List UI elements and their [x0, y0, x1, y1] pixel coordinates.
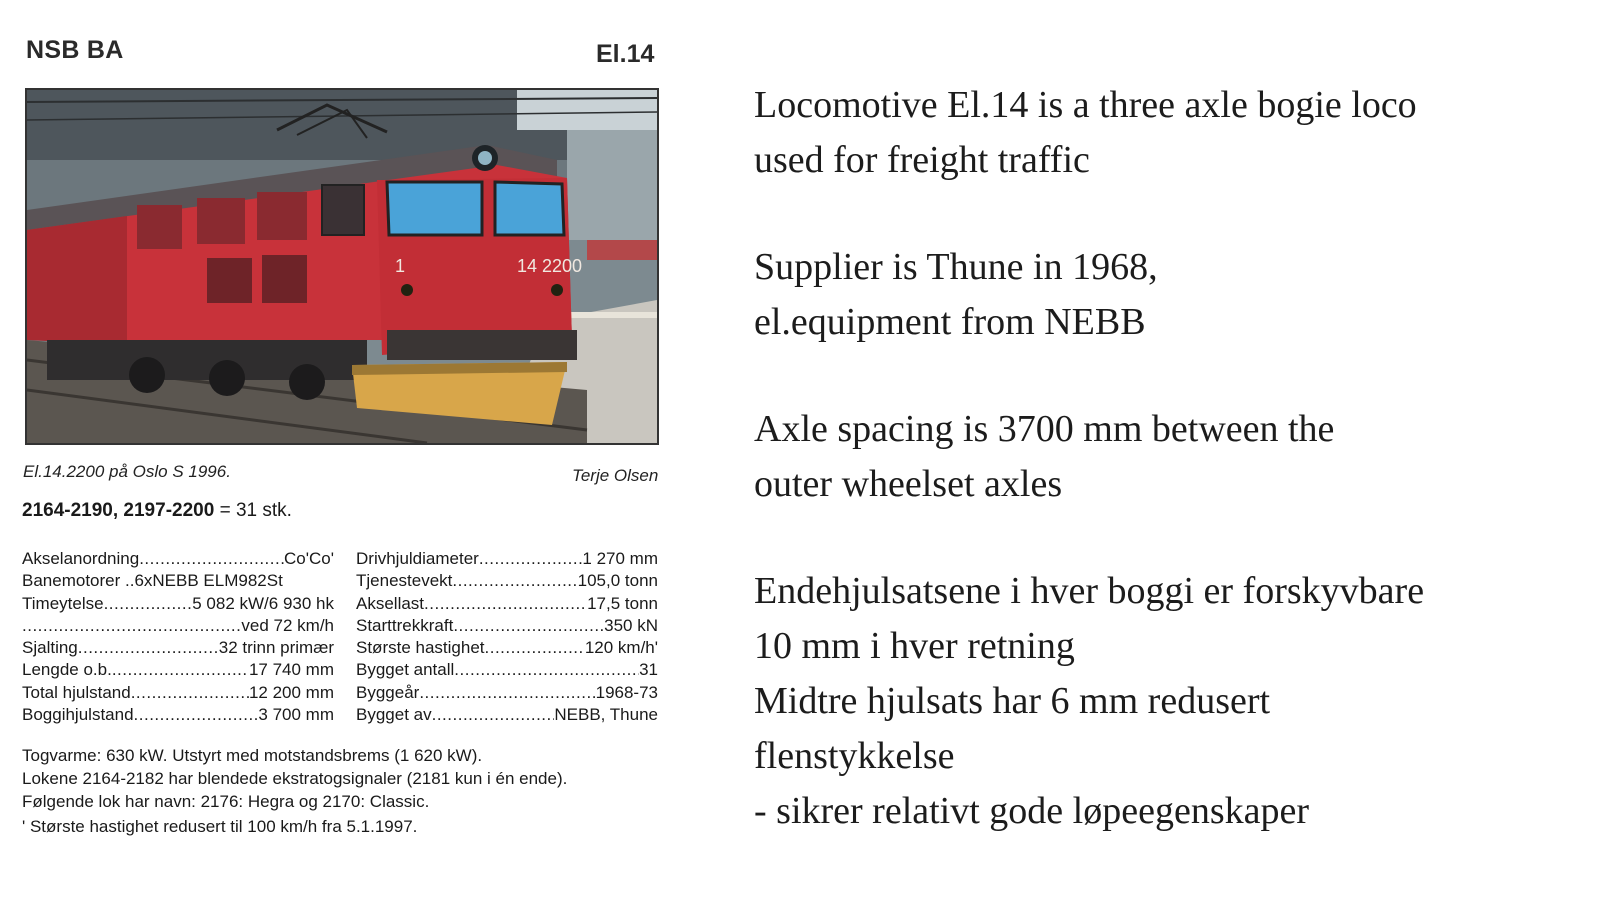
spec-key: Akselanordning [22, 549, 140, 568]
spec-value: 1 270 mm [582, 549, 658, 568]
cab-number-plate: 1 [395, 256, 406, 276]
description-line: flenstykkelse [754, 735, 955, 777]
locomotive-number-plate: 14 2200 [517, 256, 583, 276]
spec-key: Boggihjulstand [22, 705, 134, 725]
card-notes [22, 744, 567, 813]
description-paragraph [754, 402, 1584, 512]
spec-value: 17,5 tonn [587, 593, 658, 613]
spec-value: 12 200 mm [248, 682, 334, 702]
note-line: Togvarme: 630 kW. Utstyrt med motstandsbrems (1 620 kW). [22, 746, 483, 765]
description-paragraph [754, 564, 1584, 839]
spec-row [22, 615, 334, 637]
spec-key: Byggeår [356, 682, 420, 702]
spec-key: Største hastighet [356, 638, 485, 658]
description-line: Axle spacing is 3700 mm between the [754, 408, 1335, 450]
spec-value: 5 082 kW/6 930 hk [192, 593, 334, 613]
spec-value: ved 72 km/h [241, 615, 334, 635]
spec-key: Lengde o.b. [22, 660, 112, 680]
fleet-numbers [22, 500, 292, 522]
note-line: Følgende lok har navn: 2176: Hegra og 2170: Classic. [22, 792, 430, 811]
spec-row [356, 704, 658, 726]
locomotive-data-card [0, 0, 700, 908]
spec-row [356, 615, 658, 637]
spec-value: 120 km/h' [584, 638, 658, 658]
spec-row [22, 659, 334, 681]
spec-key: Bygget av [356, 705, 432, 725]
spec-row [22, 548, 334, 570]
spec-key: Starttrekkraft [356, 615, 454, 635]
spec-value: 3 700 mm [258, 705, 334, 725]
card-header-class: El.14 [596, 40, 655, 68]
description-paragraph [754, 240, 1584, 350]
spec-value: 1968-73 [595, 682, 658, 702]
photo-credit: Terje Olsen [572, 466, 659, 485]
spec-row [356, 593, 658, 615]
spec-row [356, 570, 658, 592]
note-line: Lokene 2164-2182 har blendede ekstratogsignaler (2181 kun i én ende). [22, 769, 568, 788]
spec-row [22, 637, 334, 659]
photo-caption: El.14.2200 på Oslo S 1996. [23, 462, 231, 481]
description-line: Midtre hjulsats har 6 mm redusert [754, 680, 1271, 722]
spec-key: Sjalting [22, 638, 78, 658]
spec-value: 6xNEBB ELM982St [134, 571, 283, 591]
description-line: used for freight traffic [754, 139, 1090, 181]
spec-value: NEBB, Thune [554, 705, 658, 725]
spec-value: 32 trinn primær [218, 638, 334, 658]
spec-row [356, 659, 658, 681]
fleet-numbers-count: = 31 stk. [214, 500, 292, 521]
spec-key: Drivhjuldiameter [356, 549, 479, 568]
spec-key: Timeytelse [22, 593, 104, 613]
locomotive-photo [25, 88, 659, 445]
spec-key: Banemotorer .. [22, 571, 135, 591]
spec-value: 105,0 tonn [577, 571, 658, 591]
description-line: outer wheelset axles [754, 463, 1063, 505]
spec-value: 350 kN [604, 615, 658, 635]
description-line: Locomotive El.14 is a three axle bogie loco [754, 84, 1417, 126]
fleet-numbers-range: 2164-2190, 2197-2200 [22, 500, 215, 521]
specs-left-column [22, 548, 334, 726]
spec-row [22, 570, 334, 592]
description-text [754, 78, 1584, 839]
spec-row [356, 682, 658, 704]
spec-key: Aksellast [356, 593, 425, 613]
specs-right-column [356, 548, 658, 726]
spec-row [22, 704, 334, 726]
spec-row [22, 593, 334, 615]
card-header-operator: NSB BA [26, 36, 124, 64]
spec-value: 17 740 mm [248, 660, 334, 680]
description-line: el.equipment from NEBB [754, 301, 1146, 343]
card-footnote: ' Største hastighet redusert til 100 km/h fra 5.1.1997. [22, 817, 418, 836]
spec-row [356, 548, 658, 570]
spec-row [22, 682, 334, 704]
description-line: 10 mm i hver retning [754, 625, 1075, 667]
description-line: Endehjulsatsene i hver boggi er forskyvbare [754, 570, 1425, 612]
description-line: - sikrer relativt gode løpeegenskaper [754, 790, 1309, 832]
description-paragraph [754, 78, 1584, 188]
spec-value: 31 [639, 660, 658, 680]
spec-key: Total hjulstand [22, 682, 131, 702]
spec-row [356, 637, 658, 659]
description-line: Supplier is Thune in 1968, [754, 246, 1158, 288]
spec-value: Co'Co' [284, 549, 334, 568]
spec-key: Tjenestevekt [356, 571, 453, 591]
spec-key: Bygget antall [356, 660, 455, 680]
